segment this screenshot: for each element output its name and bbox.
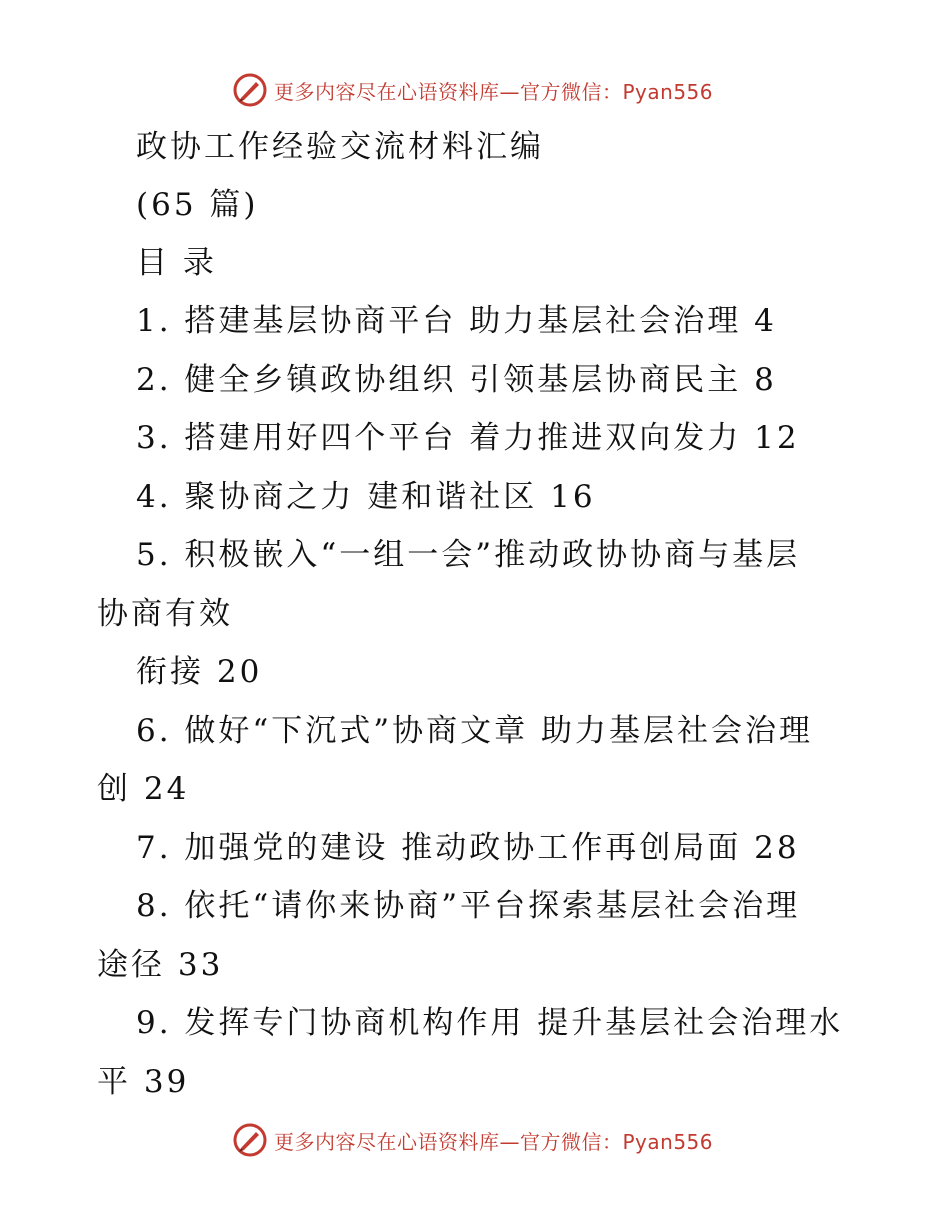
- toc-entry: 8. 依托“请你来协商”平台探索基层社会治理: [136, 888, 801, 924]
- toc-heading: 目 录: [136, 245, 217, 281]
- toc-entry: 2. 健全乡镇政协组织 引领基层协商民主 8: [136, 362, 777, 398]
- pen-logo-icon: [232, 1122, 268, 1158]
- toc-entry: 7. 加强党的建设 推动政协工作再创局面 28: [136, 830, 800, 866]
- toc-entry: 9. 发挥专门协商机构作用 提升基层社会治理水: [136, 1005, 844, 1041]
- toc-entry: 4. 聚协商之力 建和谐社区 16: [136, 479, 596, 515]
- toc-entry: 6. 做好“下沉式”协商文章 助力基层社会治理: [136, 713, 813, 749]
- document-subtitle: (65 篇): [136, 187, 259, 223]
- toc-entry-continued: 衔接 20: [136, 654, 263, 690]
- watermark-header: [232, 70, 752, 110]
- watermark-text: 更多内容尽在心语资料库—官方微信：Pyan556: [274, 79, 714, 104]
- watermark-footer: [232, 1120, 752, 1160]
- toc-entry-continued: 平 39: [97, 1064, 190, 1100]
- toc-entry-continued: 协商有效: [97, 596, 233, 632]
- document-title: 政协工作经验交流材料汇编: [136, 129, 544, 165]
- toc-entry: 3. 搭建用好四个平台 着力推进双向发力 12: [136, 420, 800, 456]
- watermark-text: 更多内容尽在心语资料库—官方微信：Pyan556: [274, 1129, 714, 1154]
- toc-entry-continued: 途径 33: [97, 947, 224, 983]
- toc-entry: 5. 积极嵌入“一组一会”推动政协协商与基层: [136, 537, 801, 573]
- toc-entry-continued: 创 24: [97, 771, 190, 807]
- toc-entry: 1. 搭建基层协商平台 助力基层社会治理 4: [136, 303, 777, 339]
- pen-logo-icon: [232, 72, 268, 108]
